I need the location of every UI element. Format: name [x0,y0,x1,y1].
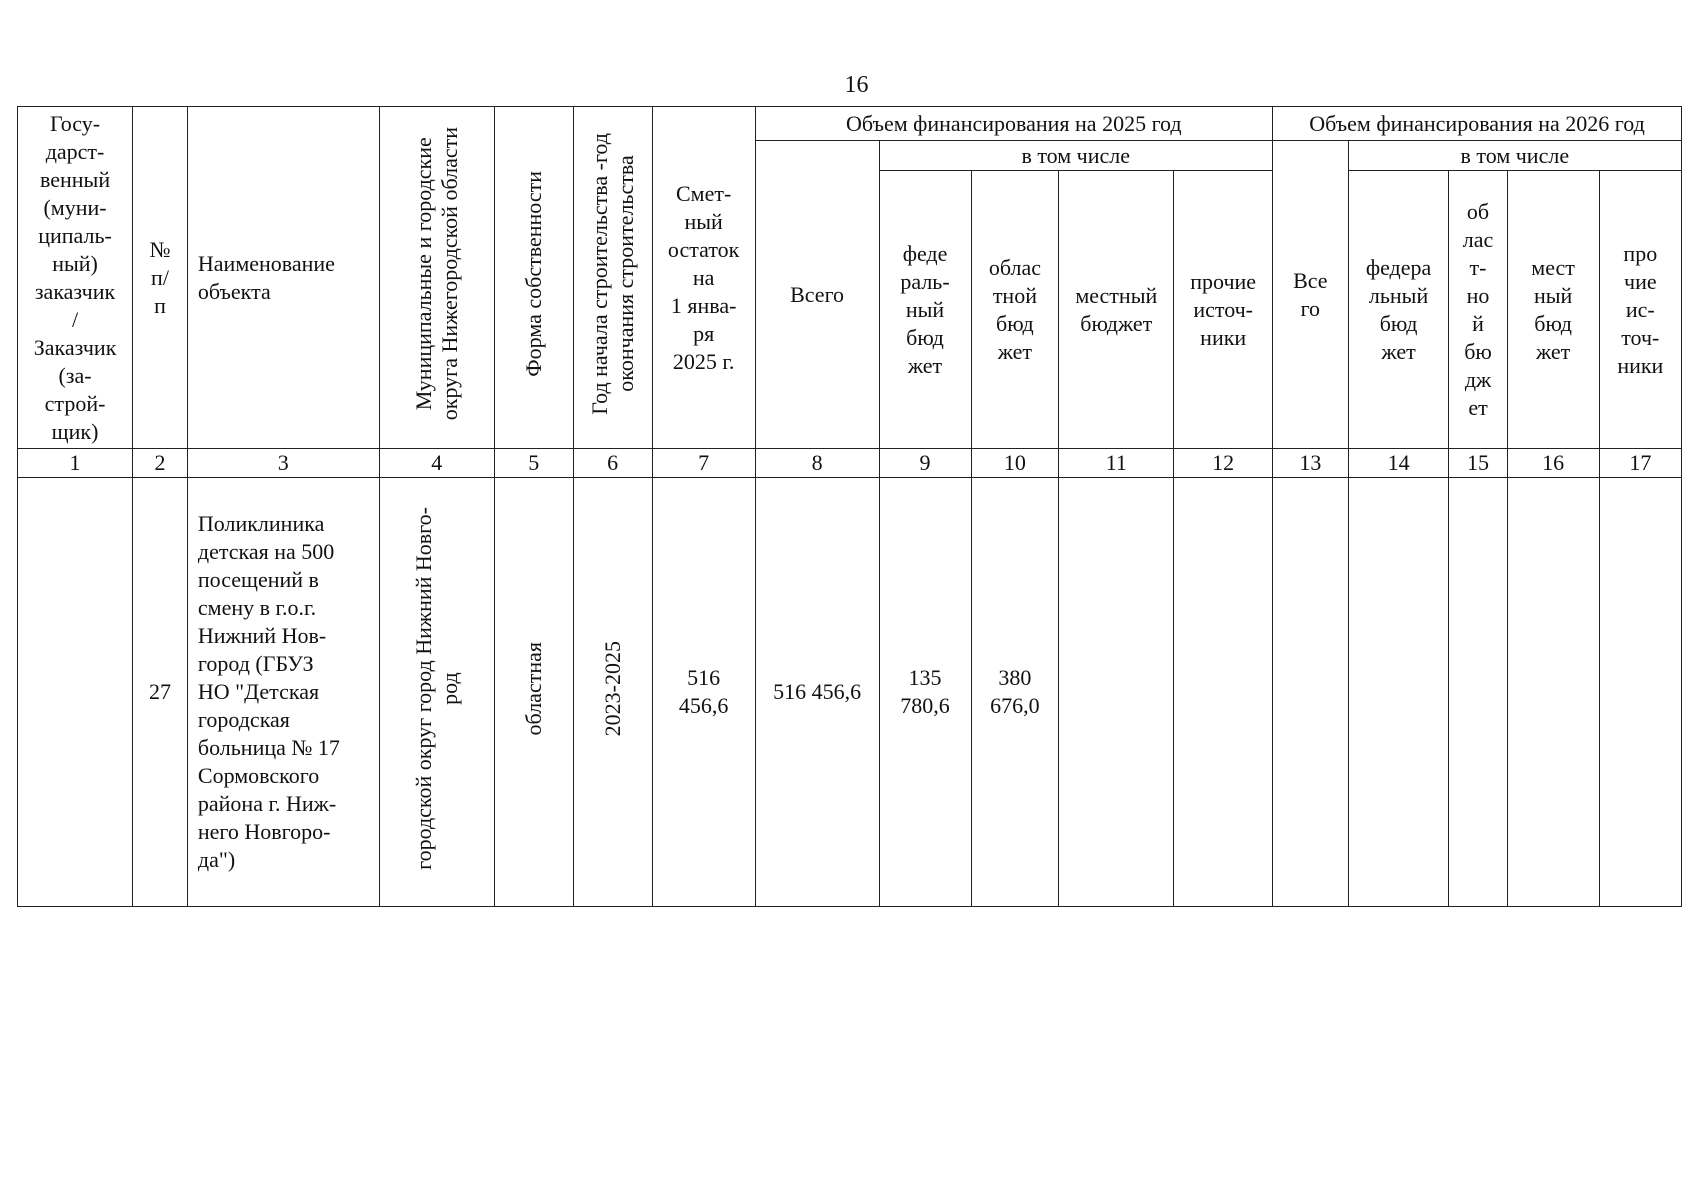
cell-local-2026 [1507,478,1599,907]
cell-name: Поликлиника детская на 500 посещений в смену в г.о.г. Нижний Нов- город (ГБУЗ НО "Детская городская больница № 17 Сормовского района г. Ниж- него Новгоро- да") [187,478,379,907]
column-number: 6 [573,449,652,478]
cell-local-2025 [1059,478,1174,907]
column-number: 17 [1599,449,1681,478]
column-number: 8 [755,449,879,478]
cell-regional-2025: 380 676,0 [971,478,1059,907]
header-local-2025: местный бюджет [1059,171,1174,449]
header-ownership [494,107,573,449]
column-number: 14 [1348,449,1449,478]
column-number: 12 [1174,449,1273,478]
cell-federal-2026 [1348,478,1449,907]
cell-ownership-text: областная [520,641,546,736]
header-balance: Смет- ный остаток на 1 янва- ря 2025 г. [652,107,755,449]
financing-table [17,106,1682,907]
column-number: 3 [187,449,379,478]
header-customer: Госу- дарст- венный (муни- ципаль- ный) заказчик / Заказчик (за- строй- щик) [18,107,133,449]
column-number: 5 [494,449,573,478]
header-including-2025: в том числе [879,141,1273,171]
column-number: 15 [1449,449,1507,478]
cell-municipality [379,478,494,907]
column-number: 16 [1507,449,1599,478]
table-row [18,478,1682,907]
header-municipality [379,107,494,449]
cell-other-2026 [1599,478,1681,907]
column-number: 1 [18,449,133,478]
column-number: 4 [379,449,494,478]
header-years [573,107,652,449]
cell-other-2025 [1174,478,1273,907]
header-federal-2025: феде раль- ный бюд жет [879,171,971,449]
column-number: 9 [879,449,971,478]
header-fin-2025: Объем финансирования на 2025 год [755,107,1272,141]
column-number-row [18,449,1682,478]
column-number: 13 [1273,449,1349,478]
header-num: № п/ п [133,107,188,449]
cell-total-2025: 516 456,6 [755,478,879,907]
cell-years [573,478,652,907]
header-ownership-text: Форма собственности [520,171,546,377]
cell-years-text: 2023-2025 [599,640,625,737]
column-number: 2 [133,449,188,478]
column-number: 10 [971,449,1059,478]
cell-total-2026 [1273,478,1349,907]
header-including-2026: в том числе [1348,141,1681,171]
cell-ownership [494,478,573,907]
cell-balance: 516 456,6 [652,478,755,907]
cell-num: 27 [133,478,188,907]
page-number: 16 [844,72,869,98]
header-other-2026: про чие ис- точ- ники [1599,171,1681,449]
column-number: 7 [652,449,755,478]
header-row-1 [18,107,1682,141]
cell-federal-2025: 135 780,6 [879,478,971,907]
header-name: Наименование объекта [187,107,379,449]
header-regional-2026: об лас т- но й бю дж ет [1449,171,1507,449]
header-regional-2025: облас тной бюд жет [971,171,1059,449]
header-other-2025: прочие источ- ники [1174,171,1273,449]
cell-regional-2026 [1449,478,1507,907]
header-local-2026: мест ный бюд жет [1507,171,1599,449]
cell-customer [18,478,133,907]
header-total-2025: Всего [755,141,879,449]
header-municipality-text: Муниципальные и городские округа Нижегородской области [410,127,462,421]
header-total-2026: Все го [1273,141,1349,449]
header-fin-2026: Объем финансирования на 2026 год [1273,107,1682,141]
column-number: 11 [1059,449,1174,478]
header-years-text: Год начала строительства -год окончания строительства [586,133,638,415]
header-federal-2026: федера льный бюд жет [1348,171,1449,449]
cell-municipality-text: городской округ город Нижний Новго- род [410,507,462,870]
